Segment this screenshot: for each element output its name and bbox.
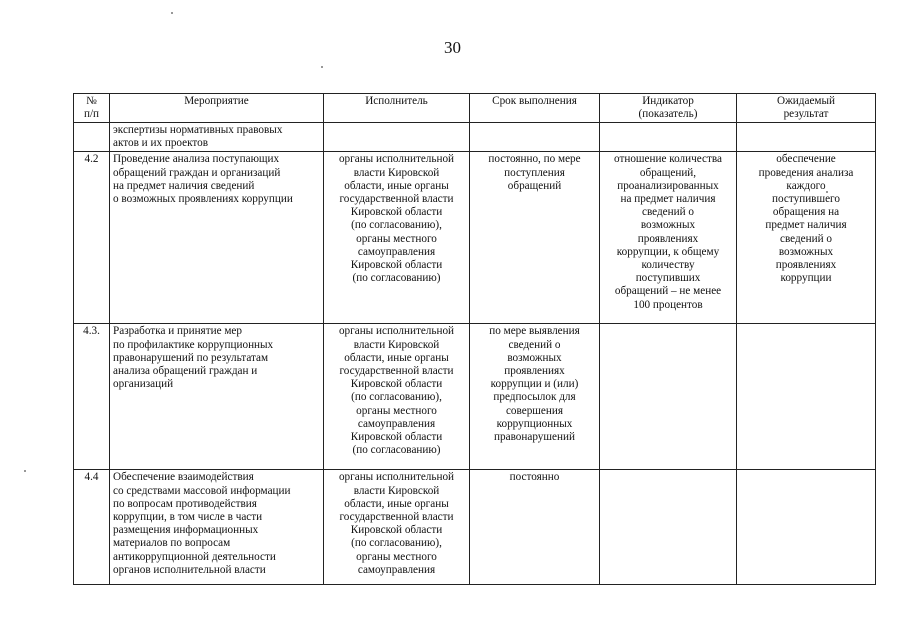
cell-line: поступивших	[635, 272, 701, 285]
cell-line: самоуправления	[357, 417, 436, 430]
cell-line: (по согласованию)	[352, 272, 441, 285]
cell-executor	[324, 324, 470, 470]
cell-line: предпосылок для	[493, 391, 576, 404]
cell-result	[737, 470, 876, 585]
cell-line: власти Кировской	[353, 166, 440, 179]
cell-line: проведения анализа	[758, 166, 854, 179]
cell-line: Проведение анализа поступающих	[113, 153, 280, 166]
cell-line: на предмет наличия	[620, 193, 716, 206]
cell-line: каждого	[786, 179, 826, 192]
cell-line: коррупционных	[496, 417, 573, 430]
cell-line: поступившего	[772, 193, 840, 206]
cell-deadline	[470, 324, 600, 470]
cell-executor	[324, 470, 470, 585]
cell-line: экспертизы нормативных правовых	[113, 124, 283, 136]
cell-line: (по согласованию),	[351, 537, 442, 550]
cell-line: правонарушений по результатам	[113, 351, 269, 364]
header-executor: Исполнитель	[324, 94, 470, 123]
cell-line: актов и их проектов	[113, 137, 209, 150]
cell-line: обращений,	[639, 166, 697, 179]
scan-speck	[826, 191, 828, 193]
header-result: Ожидаемый результат	[737, 94, 876, 123]
cell-executor	[324, 123, 470, 152]
cell-line: правонарушений	[494, 431, 575, 444]
cell-indicator	[600, 324, 737, 470]
cell-line: органы исполнительной	[338, 153, 455, 166]
cell-line: государственной власти	[339, 193, 454, 206]
cell-line: размещения информационных	[113, 524, 259, 537]
cell-line: на предмет наличия сведений	[113, 179, 255, 192]
cell-result	[737, 324, 876, 470]
page-number: 30	[444, 38, 461, 57]
scan-speck	[321, 66, 323, 68]
activities-table	[73, 93, 876, 585]
cell-line: количеству	[641, 259, 695, 272]
cell-line: коррупции, в том числе в части	[113, 511, 263, 524]
cell-event	[110, 123, 324, 152]
cell-line: предмет наличия	[765, 219, 847, 232]
cell-line: сведений о	[641, 206, 694, 219]
cell-line: органы местного	[356, 550, 437, 563]
cell-line: антикоррупционной деятельности	[113, 550, 276, 563]
cell-indicator	[600, 152, 737, 324]
cell-line: коррупции	[780, 272, 832, 285]
cell-line: обращения на	[772, 206, 840, 219]
cell-line: власти Кировской	[353, 338, 440, 351]
cell-line: по вопросам противодействия	[113, 497, 257, 510]
cell-line: обращений граждан и организаций	[113, 166, 281, 179]
cell-result	[737, 123, 876, 152]
cell-line: органы исполнительной	[338, 471, 455, 484]
cell-line: обращений – не менее	[614, 285, 722, 298]
cell-line: сведений о	[779, 232, 832, 245]
cell-line: возможных	[778, 245, 834, 258]
table-row	[74, 123, 876, 152]
cell-line: (по согласованию)	[352, 444, 441, 457]
cell-line: Кировской области	[350, 206, 443, 219]
header-indicator: Индикатор (показатель)	[600, 94, 737, 123]
cell-result	[737, 152, 876, 324]
table-header-row	[74, 94, 876, 123]
cell-indicator	[600, 470, 737, 585]
cell-line: проанализированных	[617, 179, 719, 192]
header-deadline: Срок выполнения	[470, 94, 600, 123]
cell-line: самоуправления	[357, 245, 436, 258]
cell-line: анализа обращений граждан и	[113, 365, 258, 378]
cell-line: государственной власти	[339, 511, 454, 524]
cell-line: по мере выявления	[489, 325, 580, 338]
cell-line: совершения	[505, 404, 564, 417]
cell-line: возможных	[640, 219, 696, 232]
cell-num: 4.2	[74, 152, 110, 324]
header-event: Мероприятие	[110, 94, 324, 123]
cell-line: обеспечение	[776, 153, 836, 166]
cell-event	[110, 470, 324, 585]
cell-event	[110, 152, 324, 324]
cell-line: власти Кировской	[353, 484, 440, 497]
cell-line: Разработка и принятие мер	[113, 325, 242, 338]
scan-speck	[24, 470, 26, 472]
cell-line: проявлениях	[775, 259, 837, 272]
cell-line: Кировской области	[350, 378, 443, 391]
cell-indicator	[600, 123, 737, 152]
cell-line: области, иные органы	[344, 351, 449, 364]
cell-line: постоянно, по мере	[488, 153, 581, 166]
cell-line: органы местного	[356, 232, 437, 245]
cell-line: постоянно	[509, 471, 560, 484]
header-num: № п/п	[74, 94, 110, 123]
cell-line: проявлениях	[504, 365, 565, 378]
cell-line: отношение количества	[614, 153, 722, 166]
cell-line: государственной власти	[339, 365, 454, 378]
cell-line: материалов по вопросам	[113, 537, 231, 550]
cell-line: органов исполнительной власти	[113, 563, 266, 576]
cell-line: (по согласованию),	[351, 219, 442, 232]
cell-line: обращений	[507, 179, 562, 192]
cell-deadline	[470, 152, 600, 324]
table-row	[74, 324, 876, 470]
cell-num: 4.4	[74, 470, 110, 585]
cell-line: о возможных проявлениях коррупции	[113, 193, 293, 206]
cell-line: организаций	[113, 378, 174, 391]
cell-deadline	[470, 123, 600, 152]
cell-event	[110, 324, 324, 470]
scan-speck	[171, 12, 173, 14]
cell-line: области, иные органы	[344, 497, 449, 510]
cell-line: Кировской области	[350, 431, 443, 444]
cell-num: 4.3.	[74, 324, 110, 470]
cell-line: Кировской области	[350, 524, 443, 537]
cell-line: коррупции и (или)	[490, 378, 579, 391]
cell-line: (по согласованию),	[351, 391, 442, 404]
cell-executor	[324, 152, 470, 324]
cell-line: Обеспечение взаимодействия	[113, 471, 254, 484]
cell-line: самоуправления	[357, 563, 436, 576]
table-row	[74, 470, 876, 585]
cell-line: 100 процентов	[633, 298, 703, 311]
cell-line: проявлениях	[637, 232, 699, 245]
cell-line: органы исполнительной	[338, 325, 455, 338]
cell-line: области, иные органы	[344, 179, 449, 192]
cell-line: возможных	[507, 351, 562, 364]
table-row	[74, 152, 876, 324]
cell-line: Кировской области	[350, 259, 443, 272]
cell-deadline	[470, 470, 600, 585]
cell-num	[74, 123, 110, 152]
cell-line: сведений о	[508, 338, 561, 351]
cell-line: по профилактике коррупционных	[113, 338, 274, 351]
cell-line: коррупции, к общему	[616, 245, 720, 258]
cell-line: со средствами массовой информации	[113, 484, 291, 497]
cell-line: поступления	[504, 166, 565, 179]
cell-line: органы местного	[356, 404, 437, 417]
